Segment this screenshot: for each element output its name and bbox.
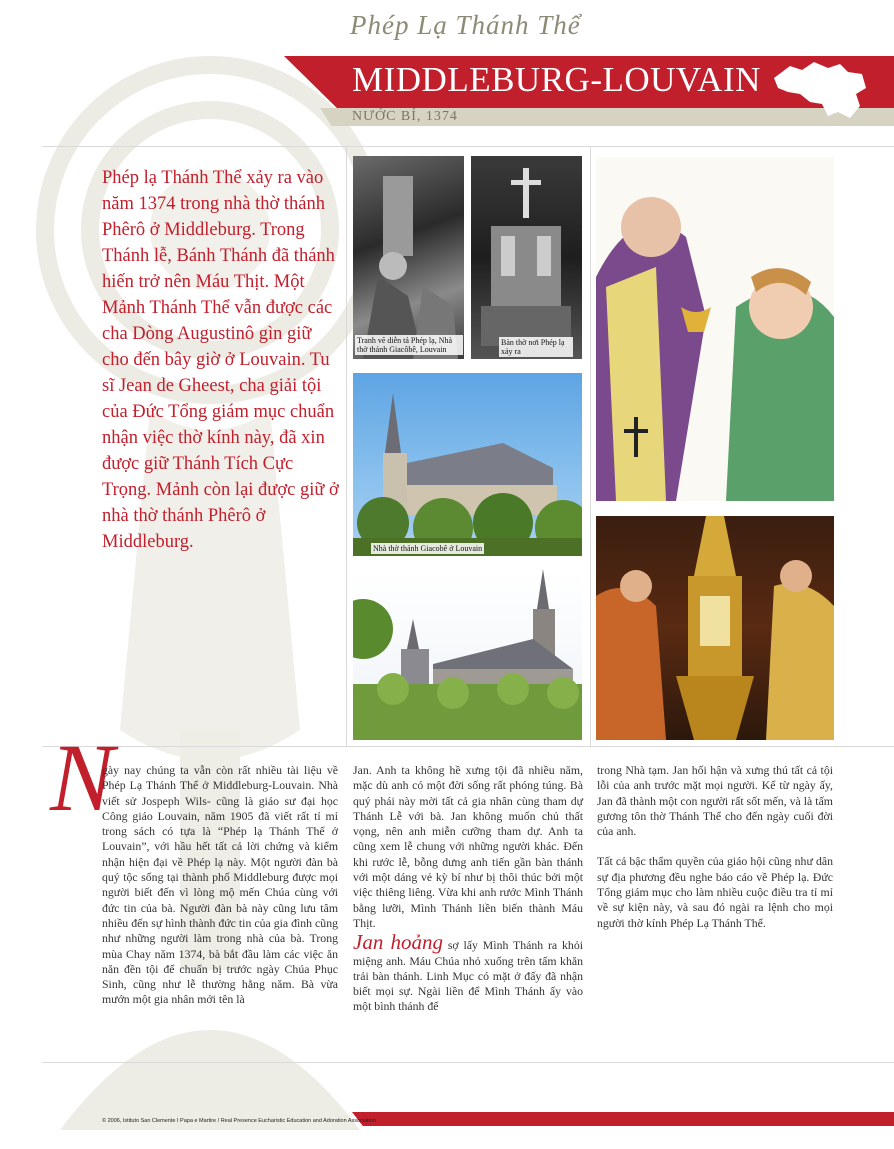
top-divider [42, 146, 894, 147]
lower-divider [42, 1062, 894, 1063]
col2-lead: Jan hoảng [353, 930, 443, 955]
col1-text: gày nay chúng ta vẫn còn rất nhiều tài liệu về Phép Lạ Thánh Thể ở Middleburg-Louvain. Nhà viết sử Jospeph Wils- cũng là giáo sư đại học Công giáo Louvain, năm 1905 đã viết rất tỉ mỉ trong sách có tựa là “Phép lạ Thánh Thể ở Louvain”, với hầu hết tất cả lời chứng và kiểm nhận hiện đại về Phép lạ này. Một người đàn bà quý tộc sống tại thành phố Middleburg được mọi người biết đến vì lòng mộ mến Chúa cùng với đức tin của bà. Người đàn bà này cũng lưu tâm nhiều đến sự hình thành đức tin của gia đình cũng như những người làm trong nhà của bà. Trong mùa Chay năm 1374, bà bắt đầu làm các việc ăn năn đền tội để chuẩn bị trước ngày Chúa Phục Sinh, cũng như lễ thường hằng năm. Bà vừa mướn một gia nhân mới tên là [102, 763, 338, 1007]
footer-bar [352, 1112, 894, 1126]
dropcap-letter: N [50, 724, 115, 831]
church-garden-photo [353, 569, 582, 740]
painting-caption: Tranh vẽ diễn tả Phép lạ, Nhà thờ thánh Giacôbê, Louvain [355, 335, 463, 355]
country-year: NƯỚC BỈ, 1374 [352, 109, 458, 124]
col3-text-b: Tất cả bậc thẩm quyền của giáo hội cũng như dân sự địa phương đều nghe báo cáo về Phép lạ. Đức Tổng giám mục cho làm nhiều cuộc điều tra tỉ mỉ về sự kiện này, và sau đó ngài ra lệnh cho mọi người thờ kính Phép Lạ Thánh Thể. [597, 854, 833, 930]
church-caption: Nhà thờ thánh Giacobê ở Louvain [373, 544, 483, 553]
church-photo [353, 373, 582, 556]
body-column-2 [353, 763, 583, 1015]
body-column-3 [597, 763, 833, 931]
mid-divider [42, 746, 894, 747]
illustration-priest [596, 157, 834, 501]
col3-text-a: trong Nhà tạm. Jan hối hận và xưng thú tất cả tội lỗi của anh trước mặt mọi người. Kể từ ngày ấy, Jan đã thành một con người rất sốt mến, và là tấm gương tôn thờ Thánh Thể cho đến ngày cuối đời của anh. [597, 763, 833, 839]
divider-left [346, 146, 347, 746]
belgium-map-icon [770, 58, 870, 122]
intro-text: Phép lạ Thánh Thể xảy ra vào năm 1374 trong nhà thờ thánh Phêrô ở Middleburg. Trong Thánh lễ, Bánh Thánh đã thánh hiến trở nên Máu Thịt. Một Mảnh Thánh Thể vẫn được các cha Dòng Augustinô gìn giữ cho đến bây giờ ở Louvain. Tu sĩ Jean de Gheest, cha giải tội của Đức Tổng giám mục chuẩn nhận việc thờ kính này, đã xin được giữ Thánh Tích Cực Trọng. Mảnh còn lại được giữ ở nhà thờ thánh Phêrô ở Middleburg. [102, 168, 339, 552]
altar-caption: Bàn thờ nơi Phép lạ xảy ra [499, 337, 573, 357]
col2-text-b: sợ lấy Mình Thánh ra khỏi miệng anh. Máu Chúa nhỏ xuống trên tấm khăn trải bàn thánh. Linh Mục có mặt ở đấy đã nhận biết mọi sự. Ngài liền để Mình Thánh ấy vào một bình thánh để [353, 938, 583, 1014]
place-title: MIDDLEBURG-LOUVAIN [352, 60, 761, 99]
divider-right [590, 146, 591, 746]
col2-text-a: Jan. Anh ta không hề xưng tội đã nhiều năm, mặc dù anh có một đời sống rất phóng túng. Bà quý phái này mời tất cả gia nhân cùng tham dự Thánh Lễ với bà. Jan không muốn chủ thất vọng, nên anh miễn cưỡng tham dự. Anh ta cũng xem lễ chung với những người khác. Đến khi rước lễ, bỗng dưng anh tiến gần bàn thánh với một dáng vẻ kỳ bí như bị thôi thúc bởi một việc thiêng liêng. Vừa khi anh rước Mình Thánh bằng lưỡi, Mình Thánh liền biến thành Máu Thịt. [353, 763, 583, 930]
altarpiece-photo [596, 516, 834, 740]
series-title: Phép Lạ Thánh Thể [350, 10, 581, 40]
copyright-text: © 2006, Istituto San Clemente I Papa e Martire / Real Presence Eucharistic Education and Adoration Association [102, 1118, 377, 1124]
painting-photo [353, 156, 464, 359]
altar-photo [471, 156, 582, 359]
body-column-1 [102, 763, 338, 1008]
